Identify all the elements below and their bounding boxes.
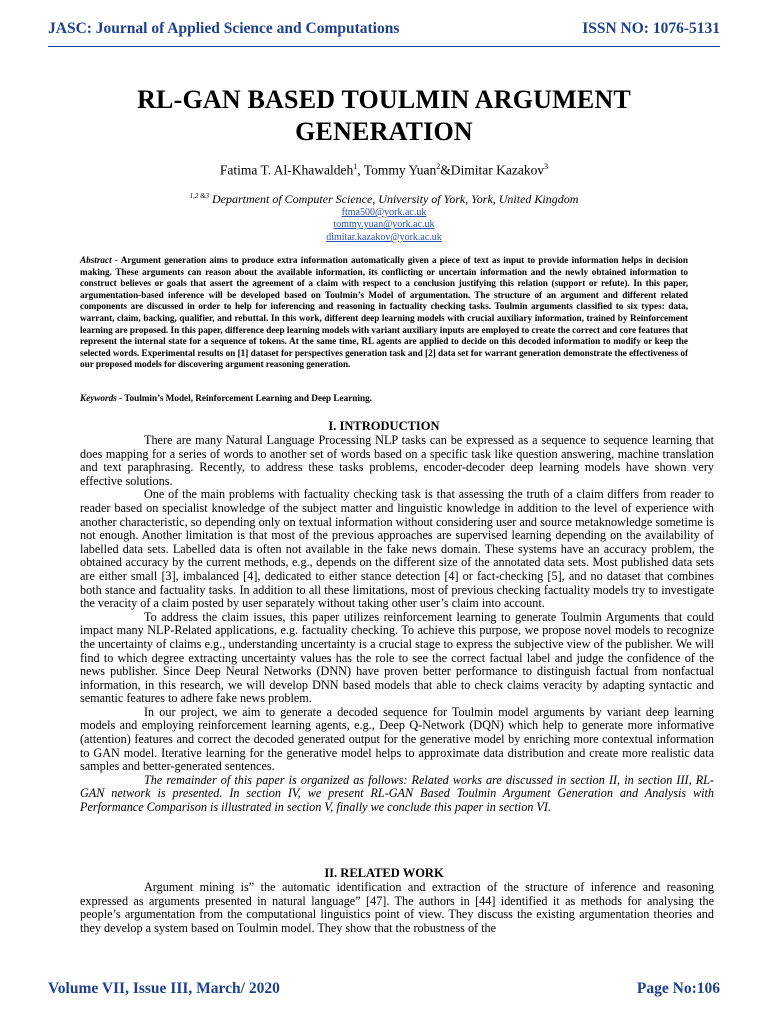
affiliation-text: Department of Computer Science, University of York, York, United Kingdom	[212, 192, 579, 206]
author-affiliation	[48, 192, 720, 207]
journal-name: JASC: Journal of Applied Science and Computations	[48, 20, 400, 37]
keywords	[80, 393, 688, 403]
abstract	[80, 255, 688, 371]
email-link[interactable]: ftma500@york.ac.uk	[341, 207, 427, 218]
issn-number: ISSN NO: 1076-5131	[582, 20, 720, 37]
author-list	[48, 162, 720, 179]
footer-volume: Volume VII, Issue III, March/ 2020	[48, 980, 280, 997]
author-separator: ,	[357, 162, 364, 178]
keywords-label: Keywords -	[80, 393, 123, 403]
body-paragraph: One of the main problems with factuality checking task is that assessing the truth of a claim differs from reader to reader based on specialist knowledge of the subject matter and linguistic knowledge in addition to the level of experience with another characteristic, so depending only on textual information without considering user and source metaknowledge sometime is not enough. Another limitation is that most of the previous approaches are supervised learning depending on the availability of labelled data sets. Labelled data is often not available in the fake news domain. These systems have an accuracy problem, the obtained accuracy by the current methods, e.g., depends on the different size of the annotated data sets. Most published data sets are either small [3], imbalanced [4], dedicated to either stance detection [4] or fact-checking [5], and no dataset that combines both stance and factuality tasks. In addition to all these limitations, most of previous checking factuality models try to investigate the veracity of a claim posted by user separately without taking other user’s claim into account.	[80, 487, 714, 611]
page-header	[0, 0, 768, 56]
body-paragraph: In our project, we aim to generate a decoded sequence for Toulmin model arguments by variant deep learning models and employing reinforcement learning agents, e.g., Deep Q-Network (DQN) which help to generate more informative (attention) features and correct the decoded generated output for the generative model by enriching more contextual information to GAN model. Iterative learning for the generative model helps to approximate data distribution and create more realistic data samples and better-generated sentences.	[80, 704, 714, 774]
body-paragraph: There are many Natural Language Processing NLP tasks can be expressed as a sequence to sequence learning that does mapping for a series of words to another set of words based on a specific task like question answering, machine translation and text paraphrasing. Recently, to address these tasks problems, encoder-decoder deep learning models have shown very effective solutions.	[80, 433, 714, 488]
email-list	[48, 207, 720, 244]
affiliation-mark: 1,2 &3	[189, 192, 210, 200]
author-name: Dimitar Kazakov	[450, 162, 545, 178]
section-heading-introduction: I. INTRODUCTION	[328, 419, 440, 433]
author-affiliation-mark: 1	[353, 162, 358, 171]
author-name: Tommy Yuan	[363, 162, 437, 178]
body-paragraph: To address the claim issues, this paper utilizes reinforcement learning to generate Toulmin Arguments that could impact many NLP-Related applications, e.g. factuality checking. To achieve this purpose, we propose novel models to recognize the uncertainty of claims e.g., understanding uncertainty is a crucial stage to express the subjective view of the publisher. We will find to which degree extracting uncertainty values has the role to see the correct factual label and judge the confidence of the news publisher. Since Deep Neural Networks (DNN) have proven better performance to distinguish factual from nonfactual information, in this research, we will develop DNN based models that able to check claims veracity by adapting syntactic and semantic features to adhere fake news problem.	[80, 609, 714, 706]
keywords-text: Toulmin’s Model, Reinforcement Learning and Deep Learning.	[122, 393, 372, 403]
email-link[interactable]: dimitar.kazakov@york.ac.uk	[326, 231, 442, 243]
introduction-body	[80, 434, 714, 815]
section-heading-related-work: II. RELATED WORK	[324, 866, 444, 880]
author-affiliation-mark: 2	[436, 162, 441, 171]
abstract-label: Abstract -	[80, 255, 118, 265]
author-separator: &	[440, 162, 451, 178]
footer-page-number: Page No:106	[636, 980, 720, 997]
paper-title: RL-GAN BASED TOULMIN ARGUMENT GENERATION	[137, 85, 631, 146]
abstract-text: Argument generation aims to produce extra information automatically given a piece of text as input to provide information helps in decision making. These arguments can reason about the available information, its conflicting or uncertain information and the newly obtained information to construct believes or goals that assert the agreement of a claim with respect to a conclusion justifying this relation (support or refute). In this paper, argumentation-based inference will be developed based on Toulmin’s Model of argumentation. The structure of an argument and different related components are discussed in order to help for inferencing and reasoning in factuality checking tasks. Toulmin arguments classified to six types: data, warrant, claim, backing, qualifier, and rebuttal. In this work, different deep learning models with crucial auxiliary information, trained by Reinforcement learning are proposed. In this paper, difference deep learning models with variant auxiliary inputs are employed to create the correct and core features that represent the internal state for a sequence of tokens. At the same time, RL agents are applied to decide on this decoded information to modify or keep the selected words. Experimental results on [1] dataset for perspectives generation task and [2] data set for warrant generation demonstrate the effectiveness of our proposed models for discovering argument reasoning generation.	[80, 255, 688, 370]
header-divider	[48, 46, 720, 47]
body-paragraph: Argument mining is” the automatic identification and extraction of the structure of inference and reasoning expressed as arguments presented in natural language” [47]. The authors in [44] identified it as methods for analysing the people’s argumentation from the computational linguistics point of view. They discuss the existing argumentation theories and they develop a system based on Toulmin model. They show that the robustness of the	[80, 880, 714, 935]
paper-organization-paragraph: The remainder of this paper is organized as follows: Related works are discussed in section II, in section III, RL-GAN network is presented. In section IV, we present RL-GAN Based Toulmin Argument Generation and Analysis with Performance Comparison is illustrated in section V, finally we conclude this paper in section VI.	[80, 772, 714, 815]
author-affiliation-mark: 3	[544, 162, 549, 171]
author-name: Fatima T. Al-Khawaldeh	[219, 162, 354, 178]
related-work-body	[80, 881, 714, 935]
email-link[interactable]: tommy.yuan@york.ac.uk	[333, 219, 435, 231]
